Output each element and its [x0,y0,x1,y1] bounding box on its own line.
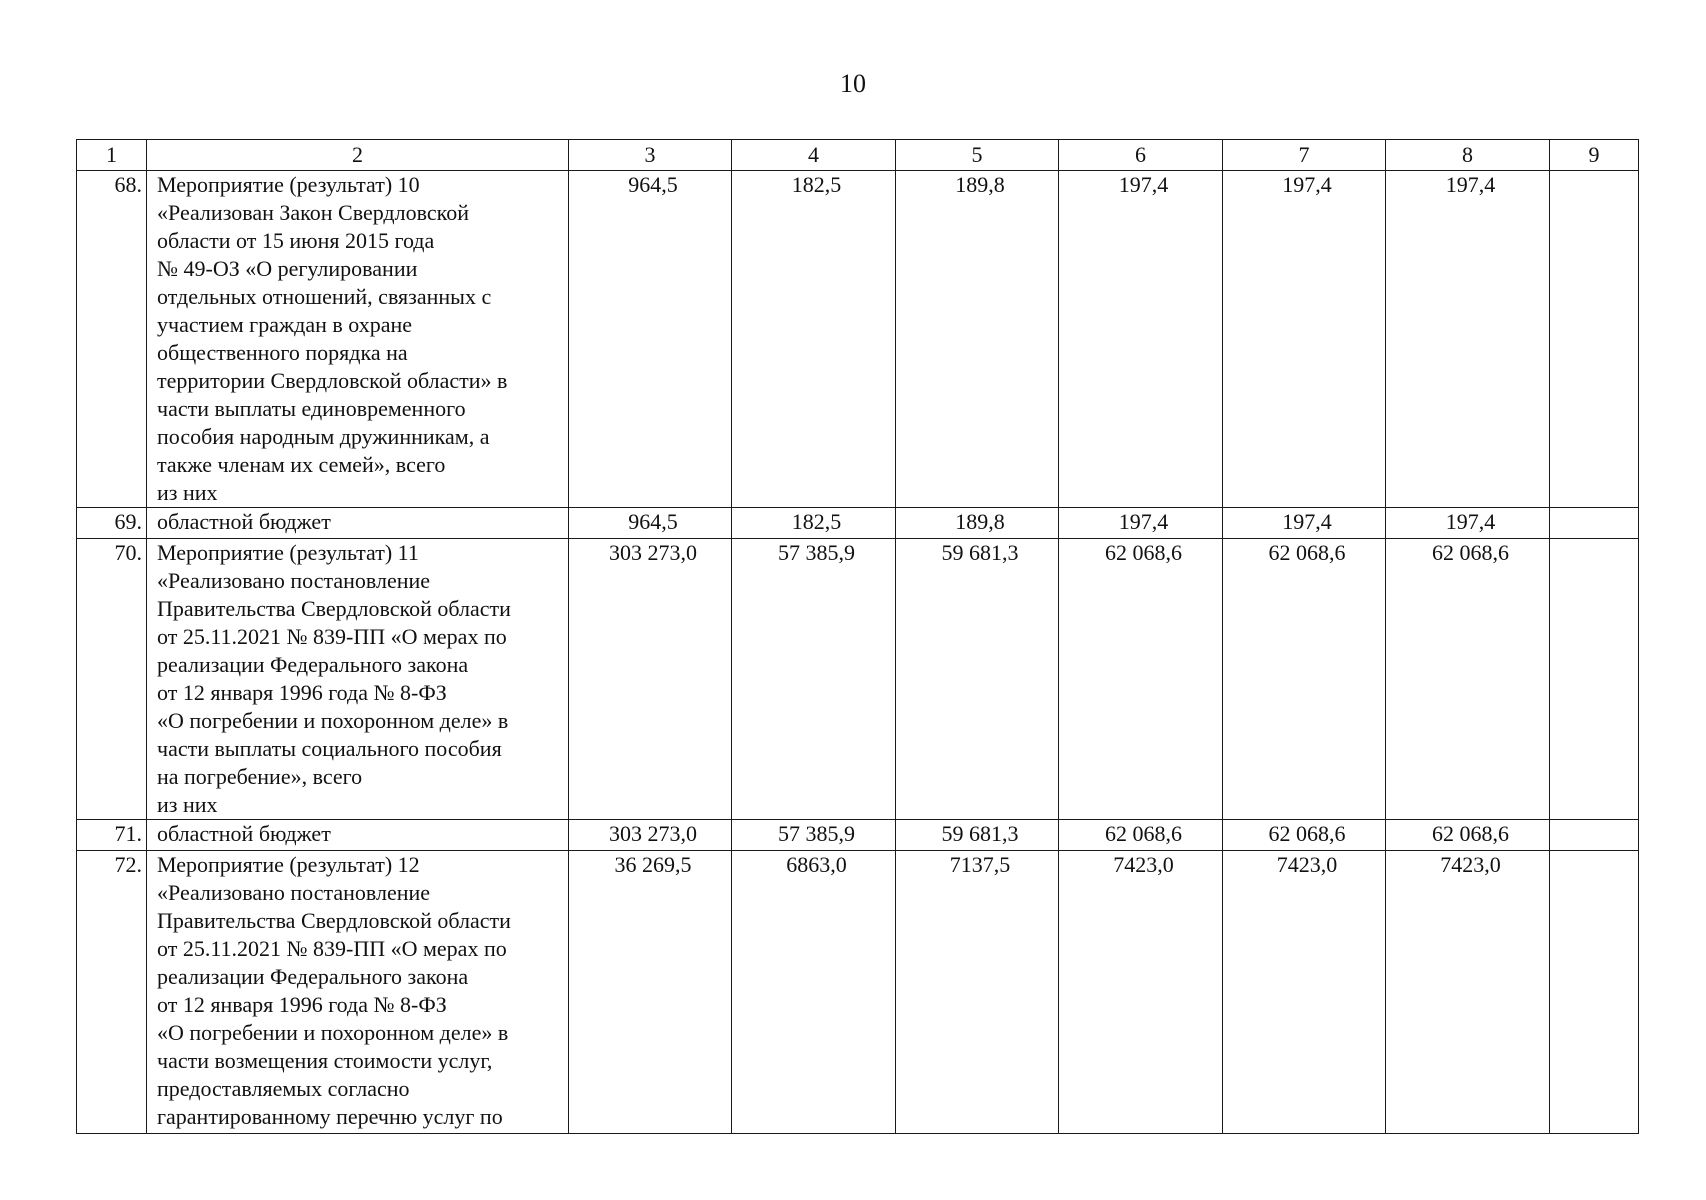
row-description-cell [147,171,569,508]
value-cell-col-6: 62 068,6 [1059,820,1223,851]
header-cell-5: 5 [896,140,1059,171]
value-cell-col-3: 964,5 [569,508,732,539]
value-cell-col-3: 303 273,0 [569,820,732,851]
description-line: на погребение», всего [157,764,363,789]
description-line: общественного порядка на [157,340,408,365]
value-cell-col-4: 57 385,9 [732,820,896,851]
value-cell-col-6: 62 068,6 [1059,539,1223,820]
description-line: от 12 января 1996 года № 8-ФЗ [157,680,447,705]
description-line: № 49-ОЗ «О регулировании [157,256,418,281]
value-cell-col-4: 182,5 [732,508,896,539]
value-cell-col-5: 7137,5 [896,851,1059,1134]
value-cell-col-8: 7423,0 [1386,851,1550,1134]
value-cell-col-8: 62 068,6 [1386,820,1550,851]
value-cell-col-7: 62 068,6 [1223,820,1386,851]
value-cell-col-9 [1550,851,1639,1134]
row-number-cell: 70. [77,539,147,820]
header-cell-2: 2 [147,140,569,171]
value-cell-col-7: 7423,0 [1223,851,1386,1134]
description-line: части возмещения стоимости услуг, [157,1048,493,1073]
row-description-cell [147,820,569,851]
table-row [77,171,1639,508]
value-cell-col-4: 182,5 [732,171,896,508]
description-line: реализации Федерального закона [157,652,469,677]
row-number-cell: 71. [77,820,147,851]
value-cell-col-7: 62 068,6 [1223,539,1386,820]
row-number-cell: 68. [77,171,147,508]
header-cell-8: 8 [1386,140,1550,171]
description-line: Мероприятие (результат) 10 [157,172,420,197]
value-cell-col-7: 197,4 [1223,171,1386,508]
description-line: от 25.11.2021 № 839-ПП «О мерах по [157,936,507,961]
header-cell-4: 4 [732,140,896,171]
description-line: также членам их семей», всего [157,452,446,477]
description-line: областной бюджет [157,821,331,846]
value-cell-col-5: 59 681,3 [896,539,1059,820]
value-cell-col-8: 197,4 [1386,508,1550,539]
value-cell-col-6: 197,4 [1059,508,1223,539]
description-line: «Реализовано постановление [157,568,431,593]
table-row [77,820,1639,851]
description-line: области от 15 июня 2015 года [157,228,435,253]
value-cell-col-4: 57 385,9 [732,539,896,820]
table-header-row [77,140,1639,171]
table-body [77,140,1639,1134]
value-cell-col-5: 189,8 [896,171,1059,508]
row-description-cell [147,851,569,1134]
value-cell-col-4: 6863,0 [732,851,896,1134]
description-line: Правительства Свердловской области [157,908,511,933]
description-line: от 12 января 1996 года № 8-ФЗ [157,992,447,1017]
row-description-cell [147,508,569,539]
table-row [77,539,1639,820]
description-line: гарантированному перечню услуг по [157,1104,503,1129]
description-line: из них [157,792,218,817]
row-description-cell [147,539,569,820]
header-cell-6: 6 [1059,140,1223,171]
value-cell-col-9 [1550,508,1639,539]
value-cell-col-9 [1550,539,1639,820]
description-line: «Реализован Закон Свердловской [157,200,469,225]
description-line: «Реализовано постановление [157,880,431,905]
page-number: 10 [840,69,866,98]
description-line: Мероприятие (результат) 12 [157,852,420,877]
value-cell-col-9 [1550,171,1639,508]
description-line: от 25.11.2021 № 839-ПП «О мерах по [157,624,507,649]
value-cell-col-3: 303 273,0 [569,539,732,820]
description-line: части выплаты социального пособия [157,736,502,761]
description-line: областной бюджет [157,509,331,534]
description-line: пособия народным дружинникам, а [157,424,490,449]
description-line: из них [157,480,218,505]
row-number-cell: 69. [77,508,147,539]
description-line: реализации Федерального закона [157,964,469,989]
row-number-cell: 72. [77,851,147,1134]
table-row [77,508,1639,539]
header-cell-3: 3 [569,140,732,171]
table-row [77,851,1639,1134]
description-line: «О погребении и похоронном деле» в [157,708,509,733]
description-line: Мероприятие (результат) 11 [157,540,419,565]
value-cell-col-5: 59 681,3 [896,820,1059,851]
description-line: части выплаты единовременного [157,396,466,421]
description-line: отдельных отношений, связанных с [157,284,492,309]
value-cell-col-8: 197,4 [1386,171,1550,508]
value-cell-col-8: 62 068,6 [1386,539,1550,820]
budget-table [76,139,1639,1134]
header-cell-9: 9 [1550,140,1639,171]
description-line: участием граждан в охране [157,312,413,337]
description-line: Правительства Свердловской области [157,596,511,621]
value-cell-col-7: 197,4 [1223,508,1386,539]
value-cell-col-3: 964,5 [569,171,732,508]
description-line: предоставляемых согласно [157,1076,410,1101]
description-line: территории Свердловской области» в [157,368,508,393]
value-cell-col-6: 197,4 [1059,171,1223,508]
value-cell-col-9 [1550,820,1639,851]
header-cell-7: 7 [1223,140,1386,171]
description-line: «О погребении и похоронном деле» в [157,1020,509,1045]
header-cell-1: 1 [77,140,147,171]
value-cell-col-6: 7423,0 [1059,851,1223,1134]
value-cell-col-3: 36 269,5 [569,851,732,1134]
value-cell-col-5: 189,8 [896,508,1059,539]
